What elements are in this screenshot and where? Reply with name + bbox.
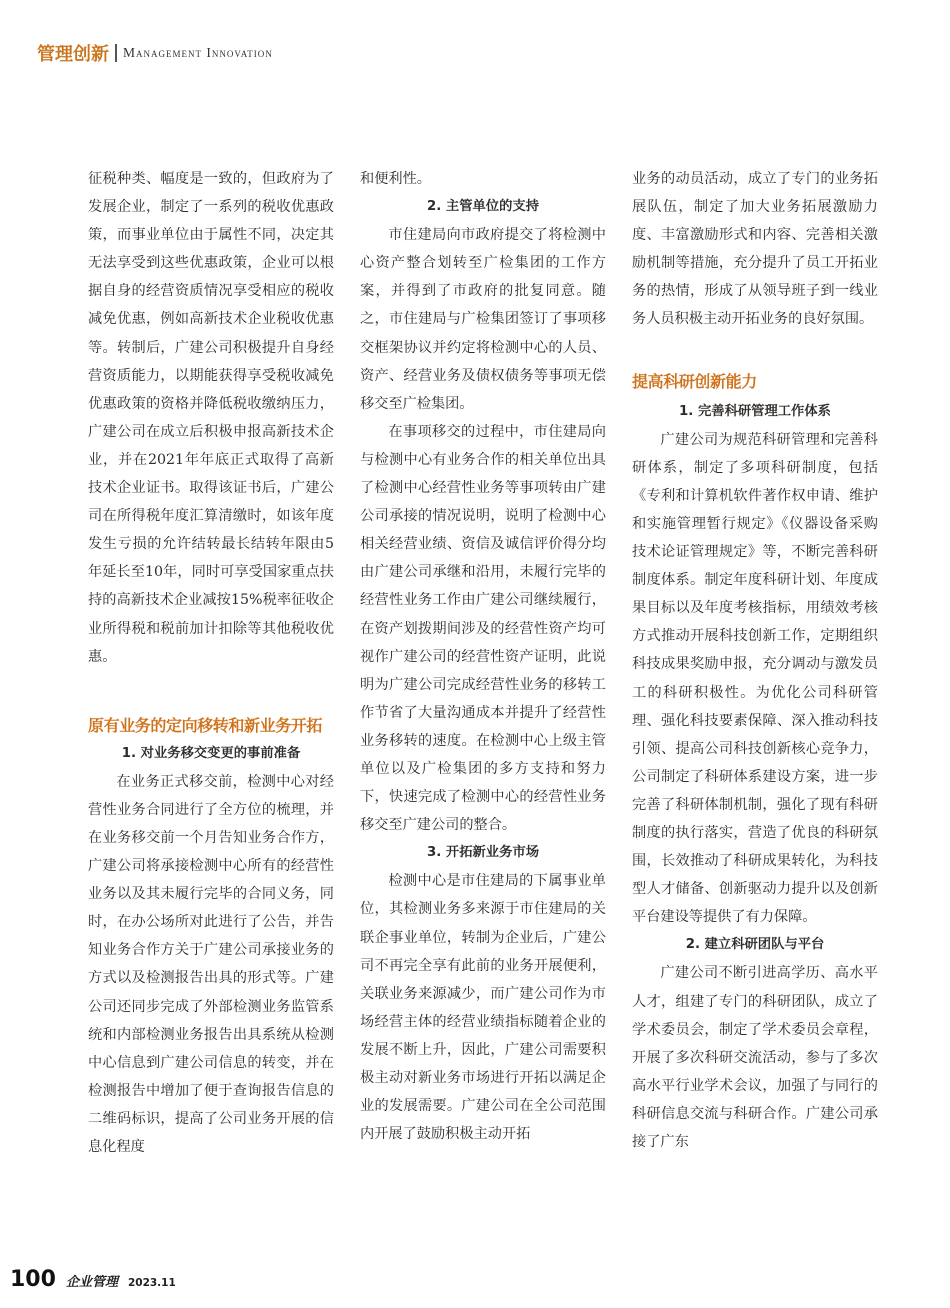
paragraph-continued: 业务的动员活动，成立了专门的业务拓展队伍，制定了加大业务拓展激励力度、丰富激励形式和内容、完善相关激励机制等措施，充分提升了员工开拓业务的热情，形成了从领导班子到一线业务人员积极主动开拓业务的良好氛围。 bbox=[632, 171, 878, 328]
section-heading-research-innovation: 提高科研创新能力 bbox=[632, 371, 757, 391]
page-footer bbox=[10, 1267, 176, 1292]
paragraph-new-market: 检测中心是市住建局的下属事业单位，其检测业务多来源于市住建局的关联企事业单位，转制为企业后，广建公司不再完全享有此前的业务开展便利，关联业务来源减少，而广建公司作为市场经营主体的经营业绩指标随着企业的发展不断上升，因此，广建公司需要积极主动对新业务市场进行开拓以满足企业的发展需要。广建公司在全公司范围内开展了鼓励积极主动开拓 bbox=[360, 873, 606, 1143]
header-divider bbox=[115, 44, 117, 62]
paragraph-continued: 和便利性。 bbox=[360, 171, 431, 187]
page-number: 100 bbox=[10, 1267, 56, 1292]
paragraph-authority-support-1: 市住建局向市政府提交了将检测中心资产整合划转至广检集团的工作方案，并得到了市政府的批复同意。随之，市住建局与广检集团签订了事项移交框架协议并约定将检测中心的人员、资产、经营业务及债权债务等事项无偿移交至广检集团。 bbox=[360, 227, 606, 412]
column-left bbox=[88, 165, 334, 1161]
column-middle bbox=[360, 165, 606, 1148]
column-right bbox=[632, 165, 878, 1156]
subheading-new-market: 3. 开拓新业务市场 bbox=[426, 845, 539, 861]
paragraph-research-team: 广建公司不断引进高学历、高水平人才，组建了专门的科研团队，成立了学术委员会，制定了学术委员会章程，开展了多次科研交流活动，参与了多次高水平行业学术会议，加强了与同行的科研信息交流与科研合作。广建公司承接了广东 bbox=[632, 965, 878, 1150]
section-heading-business-transfer: 原有业务的定向移转和新业务开拓 bbox=[88, 715, 323, 735]
section-title-cn: 管理创新 bbox=[37, 44, 109, 65]
subheading-advance-preparation: 1. 对业务移交变更的事前准备 bbox=[121, 745, 301, 761]
issue-date: 2023.11 bbox=[127, 1277, 176, 1289]
paragraph-research-system: 广建公司为规范科研管理和完善科研体系，制定了多项科研制度，包括《专利和计算机软件著作权申请、维护和实施管理暂行规定》《仪器设备采购技术论证管理规定》等，不断完善科研制度体系。制定年度科研计划、年度成果目标以及年度考核指标，用绩效考核方式推动开展科技创新工作，定期组织科技成果奖励申报，充分调动与激发员工的科研积极性。为优化公司科研管理、强化科技要素保障、深入推动科技引领、提高公司科技创新核心竞争力，公司制定了科研体系建设方案，进一步完善了科研体制机制，强化了现有科研制度的执行落实，营造了优良的科研氛围，长效推动了科研成果转化，为科技型人才储备、创新驱动力提升以及创新平台建设等提供了有力保障。 bbox=[632, 431, 878, 926]
subheading-authority-support: 2. 主管单位的支持 bbox=[426, 199, 539, 215]
magazine-logo: 企业管理 bbox=[65, 1275, 118, 1290]
subheading-research-team: 2. 建立科研团队与平台 bbox=[685, 937, 825, 953]
subheading-research-system: 1. 完善科研管理工作体系 bbox=[679, 403, 831, 419]
paragraph-authority-support-2: 在事项移交的过程中，市住建局向与检测中心有业务合作的相关单位出具了检测中心经营性业务等事项转由广建公司承接的情况说明，说明了检测中心相关经营业绩、资信及诚信评价得分均由广建公司承继和沿用，未履行完毕的经营性业务工作由广建公司继续履行，在资产划拨期间涉及的经营性资产均可视作广建公司的经营性资产证明，此说明为广建公司完成经营性业务的移转工作节省了大量沟通成本并提升了经营性业务移转的速度。在检测中心上级主管单位以及广检集团的多方支持和努力下，快速完成了检测中心的经营性业务移交至广建公司的整合。 bbox=[360, 423, 606, 834]
paragraph-advance-preparation: 在业务正式移交前，检测中心对经营性业务合同进行了全方位的梳理，并在业务移交前一个月告知业务合作方，广建公司将承接检测中心所有的经营性业务以及其未履行完毕的合同义务，同时，在办公场所对此进行了公告，并告知业务合作方关于广建公司承接业务的方式以及检测报告出具的形式等。广建公司还同步完成了外部检测业务监管系统和内部检测业务报告出具系统从检测中心信息到广建公司信息的转变，并在检测报告中增加了便于查询报告信息的二维码标识，提高了公司业务开展的信息化程度 bbox=[88, 773, 334, 1155]
paragraph-tax-incentives: 征税种类、幅度是一致的，但政府为了发展企业，制定了一系列的税收优惠政策，而事业单位由于属性不同，决定其无法享受到这些优惠政策，企业可以根据自身的经营资质情况享受相应的税收减免优惠，例如高新技术企业税收优惠等。转制后，广建公司积极提升自身经营资质能力，以期能获得享受税收减免优惠政策的资格并降低税收缴纳压力，广建公司在成立后积极申报高新技术企业，并在2021年年底正式取得了高新技术企业证书。取得该证书后，广建公司在所得税年度汇算清缴时，如该年度发生亏损的允许结转最长结转年限由5年延长至10年，同时可享受国家重点扶持的高新技术企业减按15%税率征收企业所得税和税前加计扣除等其他税收优惠。 bbox=[88, 171, 334, 665]
section-title-en: Management Innovation bbox=[123, 45, 273, 60]
running-header bbox=[37, 38, 273, 68]
